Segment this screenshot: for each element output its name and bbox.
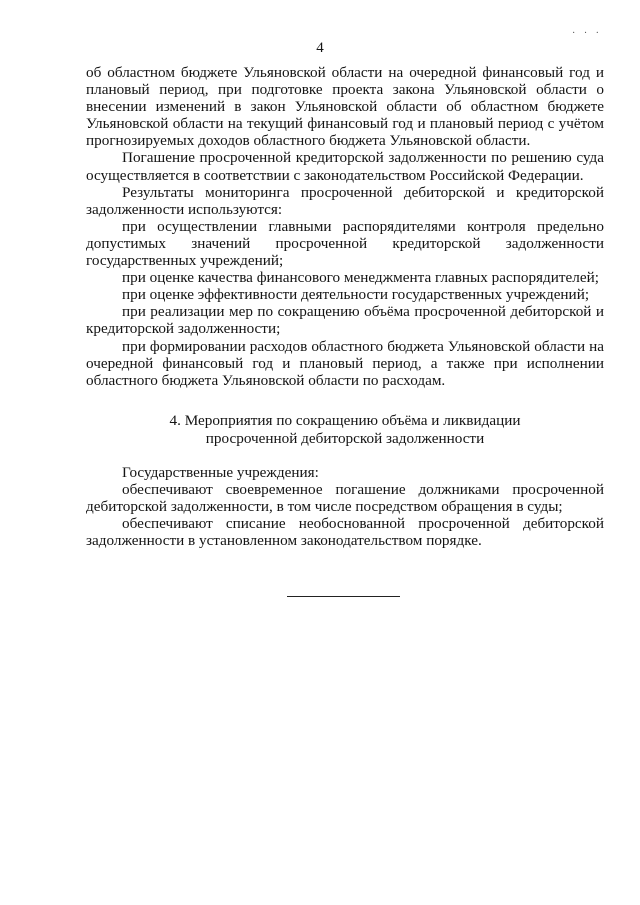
section-4-heading-line-1: 4. Мероприятия по сокращению объёма и ликвидации: [169, 412, 521, 429]
end-divider: [287, 596, 400, 597]
list-item-efficiency: при оценке эффективности деятельности государственных учреждений;: [122, 286, 590, 304]
list-item-expenditure-formation: при формировании расходов областного бюджета Ульяновской области на очередной финансовый год и плановый период, а также при исполнении областного бюджета Ульяновской области по расходам.: [86, 337, 604, 389]
list-item-control: при осуществлении главными распорядителями контроля предельно допустимых значений просроченной кредиторской задолженности государственных учреждений;: [86, 217, 604, 270]
paragraph-repayment-court: Погашение просроченной кредиторской задолженности по решению суда осуществляется в соответствии с законодательством Российской Федерации.: [86, 149, 604, 184]
list-item-reduction-measures: при реализации мер по сокращению объёма просроченной дебиторской и кредиторской задолженности;: [86, 303, 604, 338]
corner-marks: · · ·: [572, 28, 602, 39]
section-4-heading: [86, 412, 604, 448]
paragraph-monitoring-results: Результаты мониторинга просроченной дебиторской и кредиторской задолженности используются:: [86, 183, 604, 218]
list-item-timely-repayment: обеспечивают своевременное погашение должниками просроченной дебиторской задолженности, в том числе посредством обращения в суды;: [86, 481, 604, 516]
list-item-financial-management: при оценке качества финансового менеджмента главных распорядителей;: [122, 269, 599, 287]
paragraph-budget-law: об областном бюджете Ульяновской области на очередной финансовый год и плановый период, при подготовке проекта закона Ульяновской области о внесении изменений в закон Ульяновской области об областном бюджете Ульяновской области на текущий финансовый год и плановый период с учётом прогнозируемых доходов областного бюджета Ульяновской области.: [86, 64, 604, 150]
page-number: 4: [316, 40, 324, 56]
section-4-body: [86, 464, 604, 549]
section-4-heading-line-2: просроченной дебиторской задолженности: [205, 430, 485, 447]
paragraph-institutions: Государственные учреждения:: [122, 464, 319, 481]
list-item-write-off: обеспечивают списание необоснованной просроченной дебиторской задолженности в установленном законодательством порядке.: [86, 515, 604, 550]
body-text: [86, 64, 604, 389]
